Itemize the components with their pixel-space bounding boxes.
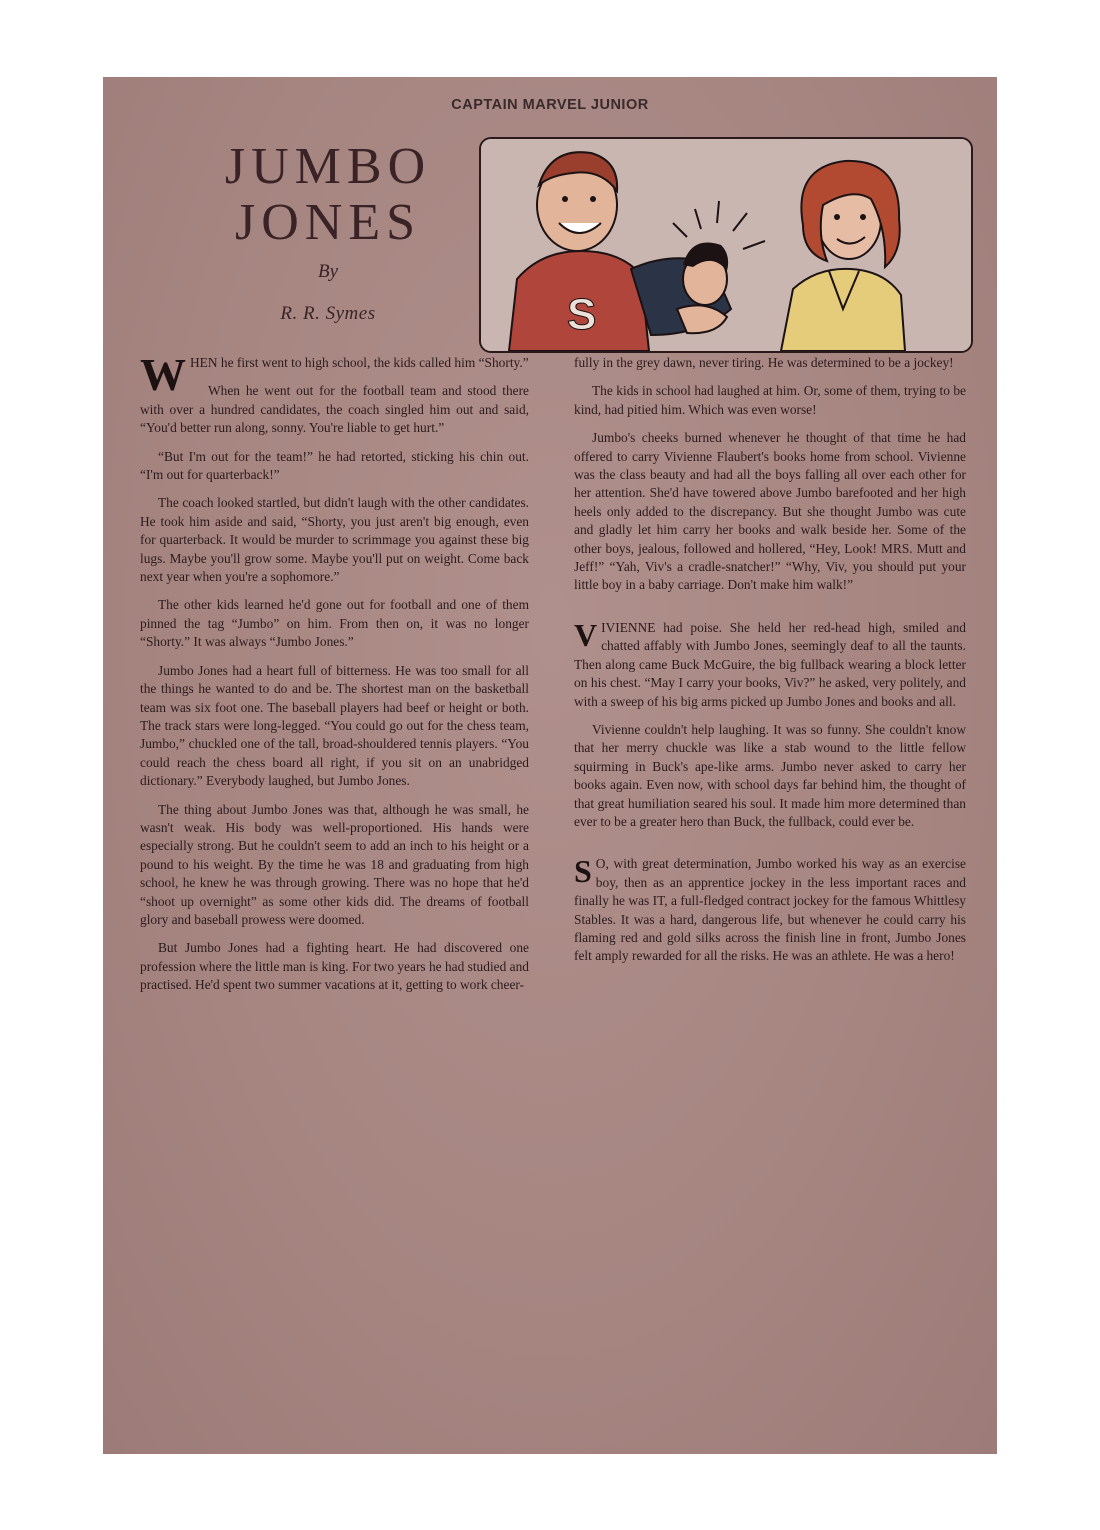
paragraph-text: HEN he first went to high school, the kids called him “Shorty.” (190, 355, 529, 370)
paragraph: Vivienne couldn't help laughing. It was so funny. She couldn't know that her merry chuckle was like a stab wound to the little fellow squirming in Buck's ape-like arms. Jumbo never asked to carry her books again. Even now, with school days far behind him, the thought of that great humiliation seared his soul. It made him more determined than ever to be a greater hero than Buck, the fullback, could ever be. (574, 721, 966, 829)
drop-cap: S (574, 853, 592, 890)
magazine-page (103, 77, 997, 1454)
byline: By (317, 261, 339, 282)
author-name: R. R. Symes (280, 303, 376, 324)
paragraph (574, 855, 966, 965)
paragraph: The thing about Jumbo Jones was that, although he was small, he wasn't weak. His body was well-proportioned. His hands were especially strong. But he couldn't seem to add an inch to his height or a pound to his weight. By the time he was 18 and graduating from high school, he knew he was through growing. There was no hope that he'd “shoot up overnight” as some other kids did. The dreams of football glory and baseball prowess were doomed. (140, 801, 529, 927)
drop-cap: W (140, 349, 186, 400)
story-illustration (479, 137, 973, 353)
section-break (574, 841, 966, 855)
paragraph: fully in the grey dawn, never tiring. He was determined to be a jockey! (574, 355, 954, 370)
running-header: CAPTAIN MARVEL JUNIOR (451, 97, 649, 113)
paragraph: Jumbo's cheeks burned whenever he thought of that time he had offered to carry Vivienne Flaubert's books home from school. Vivienne was the class beauty and had all the boys falling all over each other for her attention. She'd have towered above Jumbo barefooted and her high heels only added to the discrepancy. But she thought Jumbo was cute and gladly let him carry her books and walk beside her. Some of the other boys, jealous, followed and hollered, “Hey, Look! MRS. Mutt and Jeff!” “Yah, Viv's a cradle-snatcher!” “Why, Viv, you should put your little boy in a baby carriage. Don't make him walk!” (574, 430, 966, 593)
story-title-block (203, 139, 453, 325)
paragraph: But Jumbo Jones had a fighting heart. He had discovered one profession where the little man is king. For two years he had studied and practised. He'd spent two summer vacations at it, getting to work cheer- (140, 940, 529, 993)
story-title-line-1: JUMBO (224, 138, 432, 195)
paragraph: When he went out for the football team and stood there with over a hundred candidates, the coach singled him out and said, “You'd better run along, sonny. You're liable to get hurt.” (140, 383, 529, 436)
paragraph-text: O, with great determination, Jumbo worked his way as an exercise boy, then as an apprentice jockey in the less important races and finally he was IT, a full-fledged contract jockey for the famous Whittlesy Stables. It was a hard, dangerous life, but whenever he could carry his flaming red and gold silks across the finish line in front, Jumbo Jones felt amply rewarded for all the risks. He was an athlete. He was a hero! (574, 856, 966, 964)
paragraph-text: IVIENNE had poise. She held her red-head high, smiled and chatted affably with Jumbo Jones, seemingly deaf to all the taunts. Then along came Buck McGuire, the big fullback wearing a block letter on his chest. “May I carry your books, Viv?” he asked, very politely, and with a sweep of his big arms picked up Jumbo Jones and books and all. (574, 619, 966, 709)
story-title-line-2: JONES (234, 194, 422, 251)
paragraph: The kids in school had laughed at him. Or, some of them, trying to be kind, had pitied him. Which was even worse! (574, 383, 966, 417)
paragraph: The coach looked startled, but didn't laugh with the other candidates. He took him aside and said, “Shorty, you just aren't big enough, even for quarterback. It would be murder to scrimmage you against these big lugs. Maybe you'll grow some. Maybe you'll put on weight. Come back next year when you're a sophomore.” (140, 495, 529, 585)
paragraph (574, 616, 966, 711)
paragraph (140, 349, 529, 400)
paragraph: Jumbo Jones had a heart full of bitterness. He was too small for all the things he wanted to do and be. The shortest man on the basketball team was six foot one. The baseball players had beef or height or both. The track stars were long-legged. “You could go out for the chess team, Jumbo,” chuckled one of the tall, broad-shouldered tennis players. “You could reach the chess board all right, if you sit on an unabridged dictionary.” Everybody laughed, but Jumbo Jones. (140, 662, 529, 789)
paragraph: “But I'm out for the team!” he had retorted, sticking his chin out. “I'm out for quarterback!” (140, 448, 529, 483)
text-column-left (140, 349, 529, 1005)
text-column-right (574, 354, 966, 976)
illustration-drawing (481, 139, 971, 351)
shirt-letter: S (567, 290, 597, 339)
section-break (574, 605, 966, 619)
paragraph: The other kids learned he'd gone out for football and one of them pinned the tag “Jumbo” on him. From then on, it was no longer “Shorty.” It was always “Jumbo Jones.” (140, 597, 529, 650)
drop-cap: V (574, 616, 598, 653)
